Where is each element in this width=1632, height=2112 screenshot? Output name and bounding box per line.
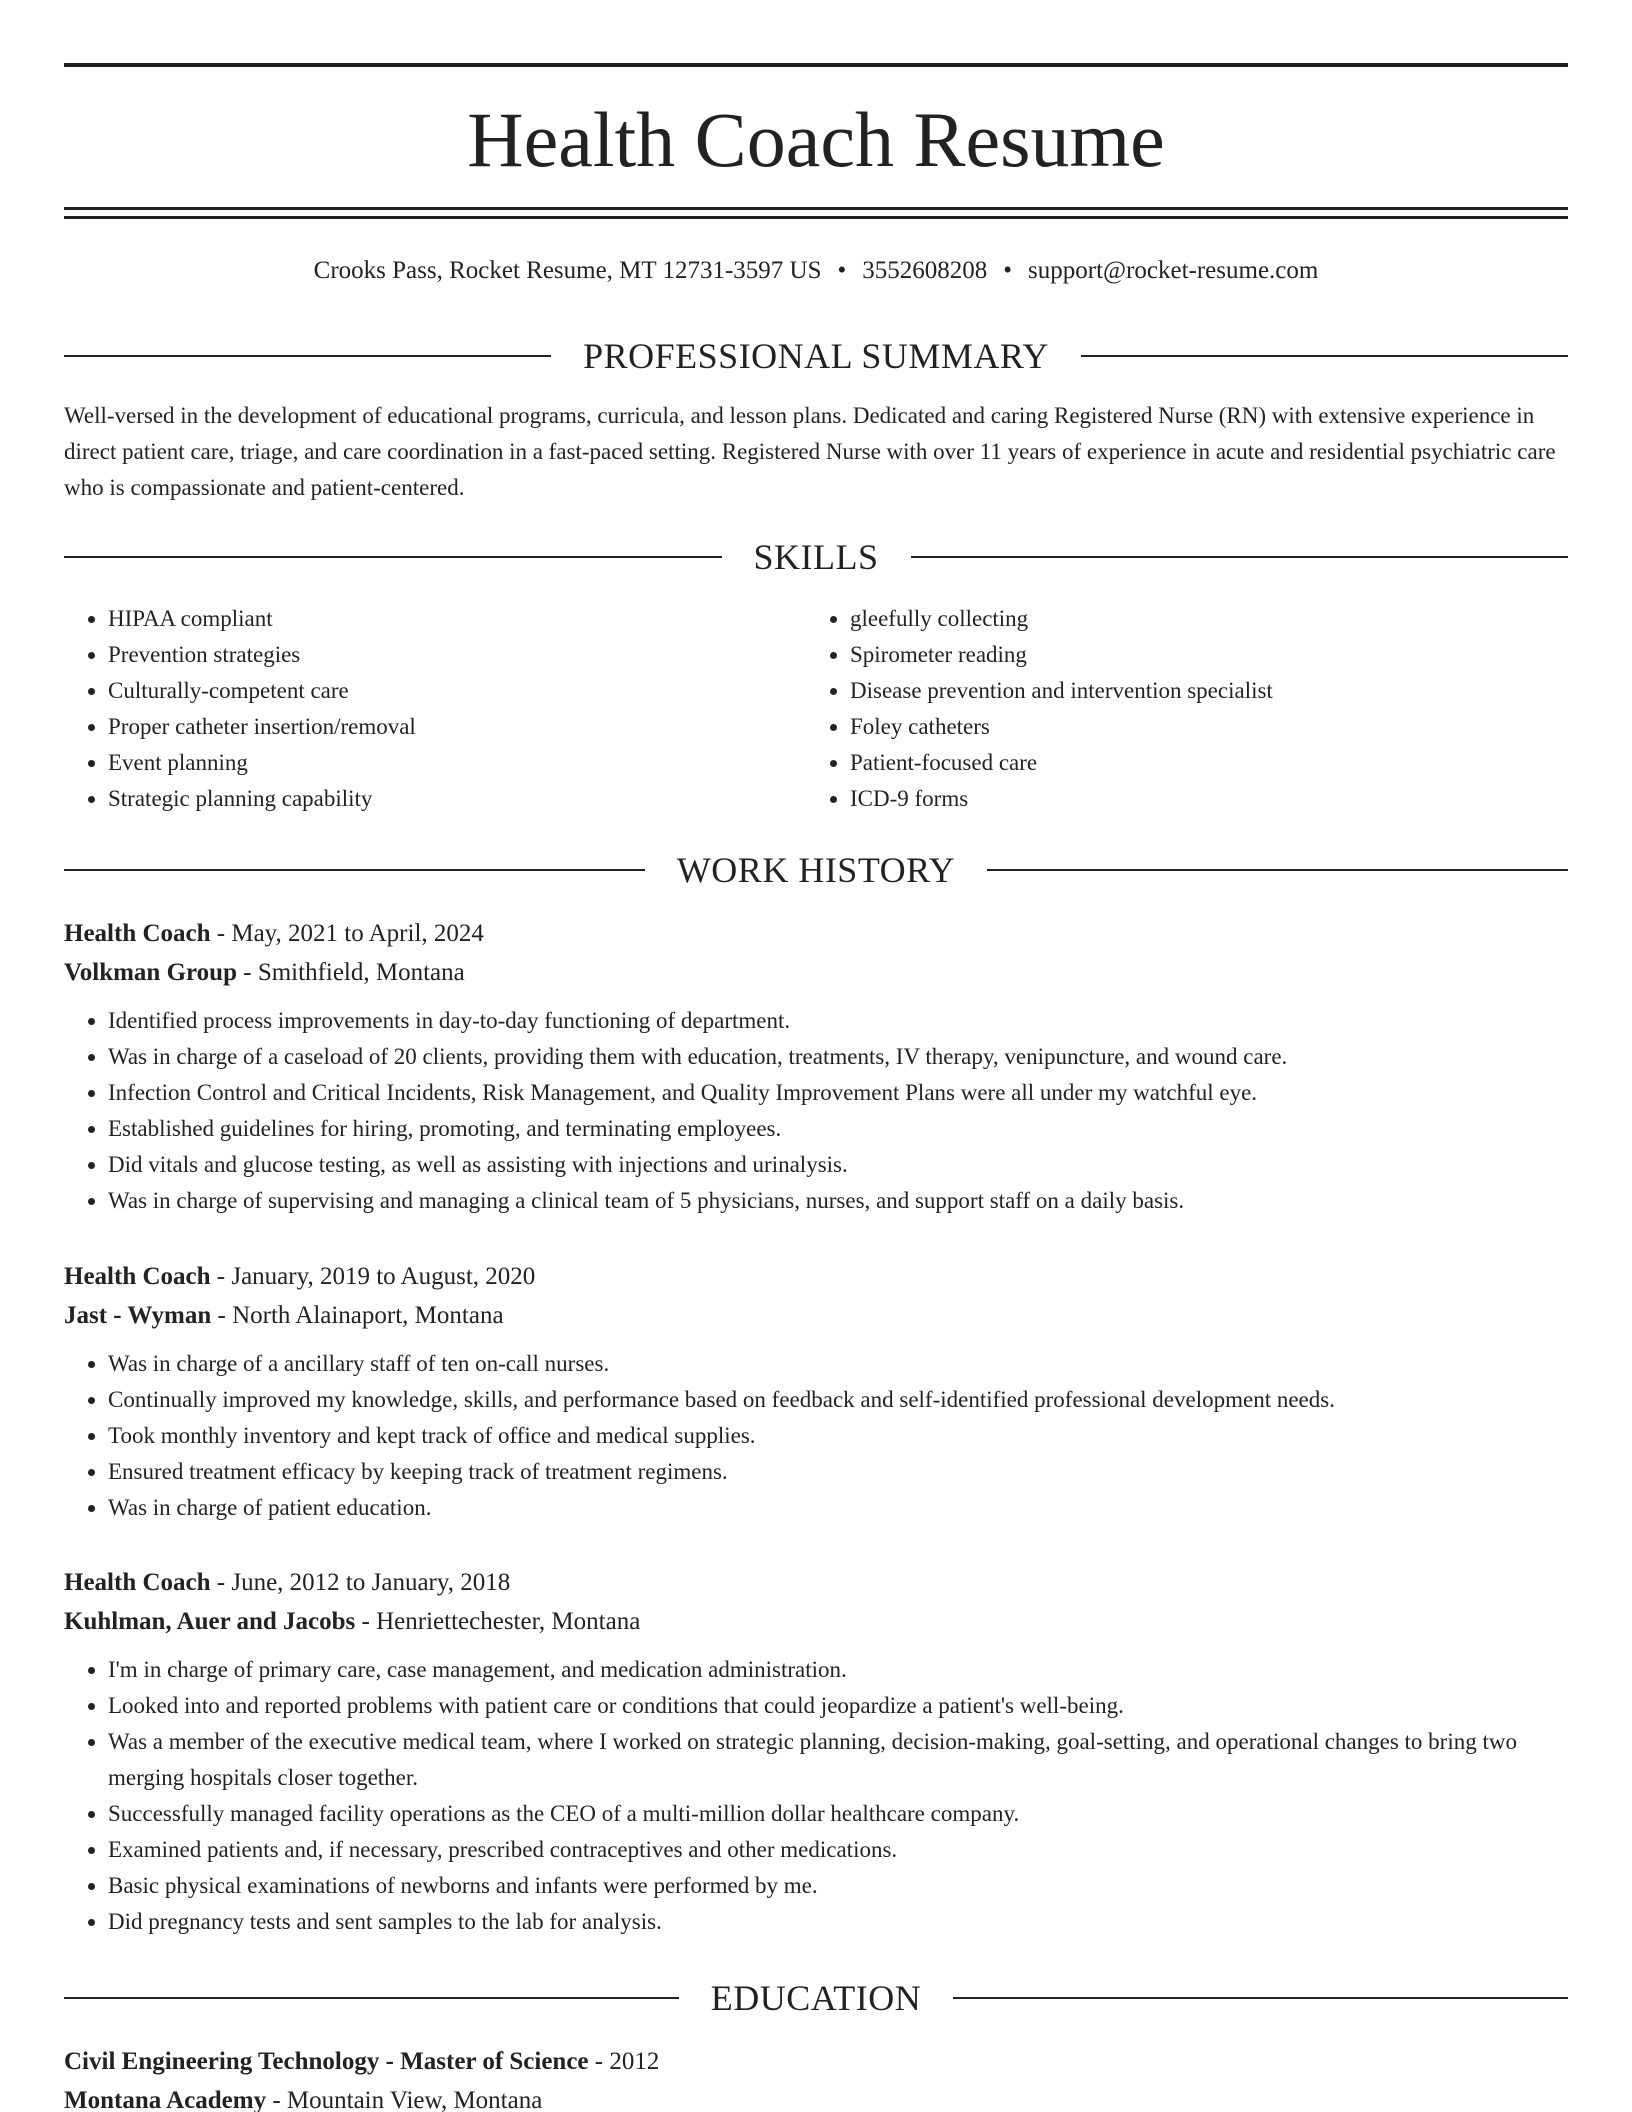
contact-address: Crooks Pass, Rocket Resume, MT 12731-3597 US [313,257,822,284]
education-location: Mountain View, Montana [286,2087,543,2112]
job-title: Health Coach [64,1263,211,1290]
skill-item: • Patient-focused care [850,745,1548,781]
job-company-line: Volkman Group - Smithfield, Montana [64,959,465,986]
job-location: Smithfield, Montana [257,959,465,986]
job-dates: May, 2021 to April, 2024 [231,920,484,947]
job-bullet: • Looked into and reported problems with patient care or conditions that could jeopardize a patient's well-being. [108,1688,1568,1724]
skill-item: • Event planning [108,745,806,781]
job-dates: January, 2019 to August, 2020 [231,1263,536,1290]
job-bullet: • I'm in charge of primary care, case management, and medication administration. [108,1652,1568,1688]
job-bullet: • Was in charge of patient education. [108,1490,1568,1526]
job-dates: June, 2012 to January, 2018 [231,1569,511,1596]
title-double-rule [64,207,1568,219]
job-company: Volkman Group [64,959,237,986]
section-heading-skills [64,535,1568,579]
job-bullets [64,1346,1568,1526]
heading-rule [987,869,1568,871]
job-bullet: • Identified process improvements in day-to-day functioning of department. [108,1003,1568,1039]
job-company: Kuhlman, Auer and Jacobs [64,1608,356,1635]
section-title: SKILLS [753,537,879,577]
job-title-line: Health Coach - January, 2019 to August, 2020 [64,1263,536,1290]
skill-item: • Spirometer reading [850,637,1548,673]
skills-list [64,601,1568,817]
job-bullet: • Infection Control and Critical Incidents, Risk Management, and Quality Improvement Plans were all under my watchful eye. [108,1075,1568,1111]
contact-separator: • [1003,257,1013,284]
job-title-line: Health Coach - May, 2021 to April, 2024 [64,920,484,947]
skill-item: • gleefully collecting [850,601,1548,637]
education-entry [64,2042,1568,2112]
job-entry [64,914,1568,1219]
skill-item: • HIPAA compliant [108,601,806,637]
education-degree-line: Civil Engineering Technology - Master of Science - 2012 [64,2048,660,2075]
skill-item: • Culturally-competent care [108,673,806,709]
education-year: 2012 [609,2048,660,2075]
job-title: Health Coach [64,920,211,947]
job-bullet: • Did vitals and glucose testing, as well as assisting with injections and urinalysis. [108,1147,1568,1183]
job-bullet: • Examined patients and, if necessary, prescribed contraceptives and other medications. [108,1832,1568,1868]
job-location: Henriettechester, Montana [376,1608,641,1635]
job-bullet: • Established guidelines for hiring, promoting, and terminating employees. [108,1111,1568,1147]
job-company-line: Jast - Wyman - North Alainaport, Montana [64,1302,504,1329]
job-bullet: • Successfully managed facility operations as the CEO of a multi-million dollar healthcare company. [108,1796,1568,1832]
job-bullet: • Basic physical examinations of newborns and infants were performed by me. [108,1868,1568,1904]
heading-rule [64,869,645,871]
job-entry [64,1257,1568,1526]
heading-rule [953,1997,1568,1999]
job-title-line: Health Coach - June, 2012 to January, 2018 [64,1569,511,1596]
job-entry [64,1563,1568,1940]
education-school: Montana Academy [64,2087,267,2112]
job-bullet: • Took monthly inventory and kept track of office and medical supplies. [108,1418,1568,1454]
job-bullets [64,1003,1568,1219]
skill-item: • Foley catheters [850,709,1548,745]
job-company: Jast - Wyman [64,1302,212,1329]
skills-column-left [64,601,806,817]
skill-item: • Strategic planning capability [108,781,806,817]
job-bullet: • Was in charge of a ancillary staff of ten on-call nurses. [108,1346,1568,1382]
section-heading-work [64,848,1568,892]
job-bullet: • Was in charge of supervising and managing a clinical team of 5 physicians, nurses, and support staff on a daily basis. [108,1183,1568,1219]
resume-title: Health Coach Resume [467,96,1165,183]
contact-separator: • [837,257,847,284]
heading-rule [64,556,722,558]
section-heading-education [64,1976,1568,2020]
contact-email: support@rocket-resume.com [1028,257,1319,284]
job-bullet: • Was a member of the executive medical team, where I worked on strategic planning, decision-making, goal-setting, and operational changes to bring two merging hospitals closer together. [108,1724,1568,1796]
top-rule [64,63,1568,67]
contact-line [64,252,1568,290]
job-bullet: • Was in charge of a caseload of 20 clients, providing them with education, treatments, IV therapy, venipuncture, and wound care. [108,1039,1568,1075]
job-title: Health Coach [64,1569,211,1596]
skills-column-right [806,601,1548,817]
job-bullets [64,1652,1568,1940]
section-title: EDUCATION [710,1978,922,2018]
summary-text: Well-versed in the development of educational programs, curricula, and lesson plans. Dedicated and caring Registered Nurse (RN) with extensive experience in direct patient care, triage, and care coordination in a fast-paced setting. Registered Nurse with over 11 years of experience in acute and residential psychiatric care who is compassionate and patient-centered. [64,403,1556,500]
education-school-line: Montana Academy - Mountain View, Montana [64,2087,543,2112]
job-bullet: • Did pregnancy tests and sent samples to the lab for analysis. [108,1904,1568,1940]
skill-item: • Disease prevention and intervention specialist [850,673,1548,709]
section-heading-summary [64,334,1568,378]
job-location: North Alainaport, Montana [232,1302,504,1329]
heading-rule [911,556,1569,558]
education-field: Civil Engineering Technology [64,2048,380,2075]
job-bullet: • Ensured treatment efficacy by keeping track of treatment regimens. [108,1454,1568,1490]
skill-item: • Prevention strategies [108,637,806,673]
skill-item: • Proper catheter insertion/removal [108,709,806,745]
skill-item: • ICD-9 forms [850,781,1548,817]
job-bullet: • Continually improved my knowledge, skills, and performance based on feedback and self-identified professional development needs. [108,1382,1568,1418]
job-company-line: Kuhlman, Auer and Jacobs - Henriettechester, Montana [64,1608,641,1635]
section-title: WORK HISTORY [676,850,956,890]
heading-rule [64,1997,679,1999]
education-degree: Master of Science [400,2048,589,2075]
section-title: PROFESSIONAL SUMMARY [583,336,1049,376]
heading-rule [1081,355,1568,357]
contact-phone: 3552608208 [862,257,988,284]
heading-rule [64,355,551,357]
